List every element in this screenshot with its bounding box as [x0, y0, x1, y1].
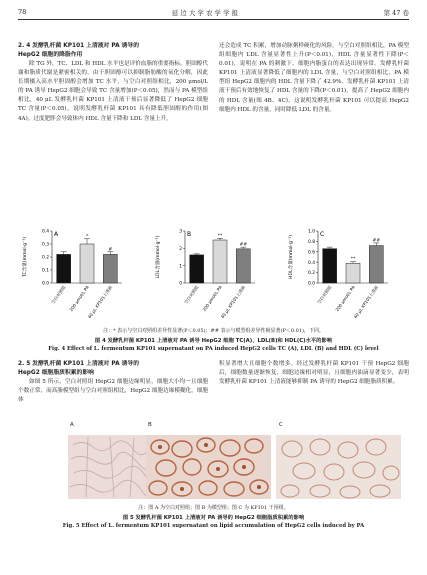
bar [323, 249, 337, 283]
y-tick-label: 0.4 [308, 260, 315, 266]
y-tick-label: 1.0 [308, 229, 315, 235]
section-2-4-right-paragraph: 还会造成 TC 积累，增加动脉粥样硬化的风险。与空白对照组相比，PA 模型组细胞内 LDL 含量显著性上升(P＜0.01)，HDL 含量显著性下降(P＜0.01)，说明在 PA 的刺激下，细胞内脂蛋白的表达出现异常。发酵乳杆菌 KP101 上清液显著降低了细胞内的 LDL 含量，与空白对照组相比，PA 模型组 HepG2 细胞内的 HDL 含量下降了 42.9%，发酵乳杆菌 KP101 上清液干预后有效地恢复了 HDL 含量的下降(P＜0.01)，提高了 HepG2 细胞内的 HDL 含量(图 4B、4C)，这说明发酵乳杆菌 KP101 可以提高 HepG2 细胞内 HDL 的含量，同时降低 LDL 的含量。 [219, 43, 409, 113]
y-axis-label: HDL含量(mmol·g⁻¹) [289, 234, 294, 280]
panel-letter: A [54, 231, 59, 238]
section-2-5-right-paragraph: 积显著增大且细胞个数增多。经过发酵乳杆菌 KP101 干预 HepG2 细胞后，细胞数量逐渐恢复，细胞边缘相对明显，且细胞内油滴显著变少，表明发酵乳杆菌 KP101 上清液能够抑制 PA 诱导的 HepG2 细胞脂质积累。 [219, 361, 409, 386]
y-axis-label: LDL含量(mmol·g⁻¹) [156, 235, 161, 279]
page-number: 78 [18, 8, 27, 16]
y-tick-label: 1 [179, 264, 182, 270]
bar [346, 263, 360, 283]
panel-letter: C [320, 231, 325, 238]
chart-tc [18, 221, 144, 319]
x-tick-label: 40 μL KP101上清液 [86, 284, 114, 319]
right-column-2-5 [219, 360, 409, 387]
bar [80, 244, 94, 283]
section-2-5-left-paragraph: 如图 5 所示，空白对照组 HepG2 细胞边缘明显，细胞大小均一且细胞个数正常，而高脂模型组与空白对照组相比，HepG2 细胞边缘模糊化，细胞体 [18, 379, 208, 404]
figure-4-note: 注：* 表示与空白对照组差异性显著(P＜0.05)；## 表示与模型组差异性极显著(P＜0.01)，下同。 [103, 328, 324, 334]
significance-marker: # [108, 247, 113, 253]
x-tick-label: 空白对照组 [316, 284, 333, 305]
bar [213, 240, 227, 283]
panel-letter: B [187, 231, 192, 238]
y-tick-label: 3 [179, 229, 182, 235]
x-tick-label: 空白对照组 [50, 284, 67, 305]
journal-name: 延 边 大 学 农 学 学 报 [171, 8, 239, 17]
significance-marker: ## [372, 238, 381, 244]
y-tick-label: 0.0 [42, 281, 49, 287]
y-axis-label: TC含量(mmol·g⁻¹) [23, 236, 28, 278]
y-tick-label: 0 [179, 281, 182, 287]
significance-marker: ** [350, 257, 356, 263]
header-rule [18, 19, 409, 20]
left-column-2-5 [18, 360, 208, 405]
left-column-2-4 [18, 42, 208, 124]
y-tick-label: 0.6 [308, 250, 315, 256]
bar [190, 255, 204, 283]
significance-marker: ** [217, 233, 223, 239]
section-2-4-heading-line1: 2. 4 发酵乳杆菌 KP101 上清液对 PA 诱导的 [18, 43, 139, 49]
y-tick-label: 2 [179, 246, 182, 252]
figure-5-caption [18, 514, 409, 530]
y-tick-label: 0.0 [308, 281, 315, 287]
figure-5-label-a: A [70, 422, 74, 428]
section-2-4-heading-line2: HepG2 细胞的降脂作用 [18, 52, 83, 58]
figure-4-caption-en: Fig. 4 Effect of L. fermentum KP101 supernatant on PA induced HepG2 cells TC (A), LDL (B) and HDL (C) level [48, 346, 379, 352]
x-tick-label: 200 μmol/L PA [201, 284, 223, 313]
significance-marker: ## [239, 242, 248, 248]
bar [236, 249, 250, 283]
volume-label: 第 47 卷 [383, 8, 409, 17]
x-tick-label: 40 μL KP101上清液 [219, 284, 247, 319]
chart-ldl [151, 221, 277, 319]
y-tick-label: 0.3 [42, 242, 49, 248]
y-tick-label: 0.4 [42, 229, 49, 235]
figure-4-caption-cn: 图 4 发酵乳杆菌 KP101 上清液对 PA 诱导 HepG2 细胞 TC(A)、LDL(B)和 HDL(C)水平的影响 [94, 338, 333, 344]
section-2-4-left-paragraph: 除 TG 外，TC、LDL 和 HDL 水平也是评价血脂的重要指标。胆固醇代谢和脂质代谢是紧密相关的，由于胆固醇可以抑制脂肪酸的氧化分解，因此长期摄入高水平胆固醇会增加 TC 水平。与空白对照组相比，200 μmol/L 的 PA 诱导 HepG2 细胞会导致 TC 含量增加(P＜0.05)，然而与 PA 模型组相比，40 μL 发酵乳杆菌 KP101 上清液干预后显著降低了 HepG2 细胞 TC 含量(P＜0.05)，说明发酵乳杆菌 KP101 具有降低胆固醇的作用(图 4A)。过度肥胖会导致体内 HDL 含量下降和 LDL 含量上升， [18, 61, 208, 122]
chart-hdl [284, 221, 410, 319]
figure-5-label-b: B [148, 422, 152, 428]
x-tick-label: 200 μmol/L PA [68, 284, 90, 313]
x-tick-label: 200 μmol/L PA [334, 284, 356, 313]
section-2-5-heading-line2: HepG2 细胞脂质积累的影响 [18, 370, 94, 376]
y-tick-label: 0.8 [308, 240, 315, 245]
right-column-2-4 [219, 42, 409, 115]
y-tick-label: 0.2 [308, 271, 315, 277]
micrograph-kp101 [276, 435, 401, 499]
figure-5-label-c: C [279, 422, 283, 428]
figure-5-caption-cn: 图 5 发酵乳杆菌 KP101 上清液对 PA 诱导的 HepG2 细胞脂质积累的影响 [122, 515, 305, 521]
y-tick-label: 0.1 [42, 268, 49, 274]
bar [103, 254, 117, 283]
micrograph-model [146, 435, 271, 499]
bar [369, 246, 383, 283]
figure-5-caption-en: Fig. 5 Effect of L. fermentum KP101 supernatant on lipid accumulation of HepG2 cells induced by PA [62, 523, 365, 529]
running-header [18, 6, 409, 18]
section-2-5-heading-line1: 2. 5 发酵乳杆菌 KP101 上清液对 PA 诱导的 [18, 361, 139, 367]
figure-4-charts [18, 221, 409, 323]
y-tick-label: 0.2 [42, 255, 49, 261]
bar [57, 254, 71, 283]
figure-5-note: 注：图 A 为空白对照组；图 B 为模型组；图 C 为 KP101 干预组。 [138, 505, 289, 511]
significance-marker: * [85, 234, 89, 240]
x-tick-label: 40 μL KP101上清液 [352, 284, 380, 319]
x-tick-label: 空白对照组 [183, 284, 200, 305]
figure-4-caption [18, 337, 409, 353]
